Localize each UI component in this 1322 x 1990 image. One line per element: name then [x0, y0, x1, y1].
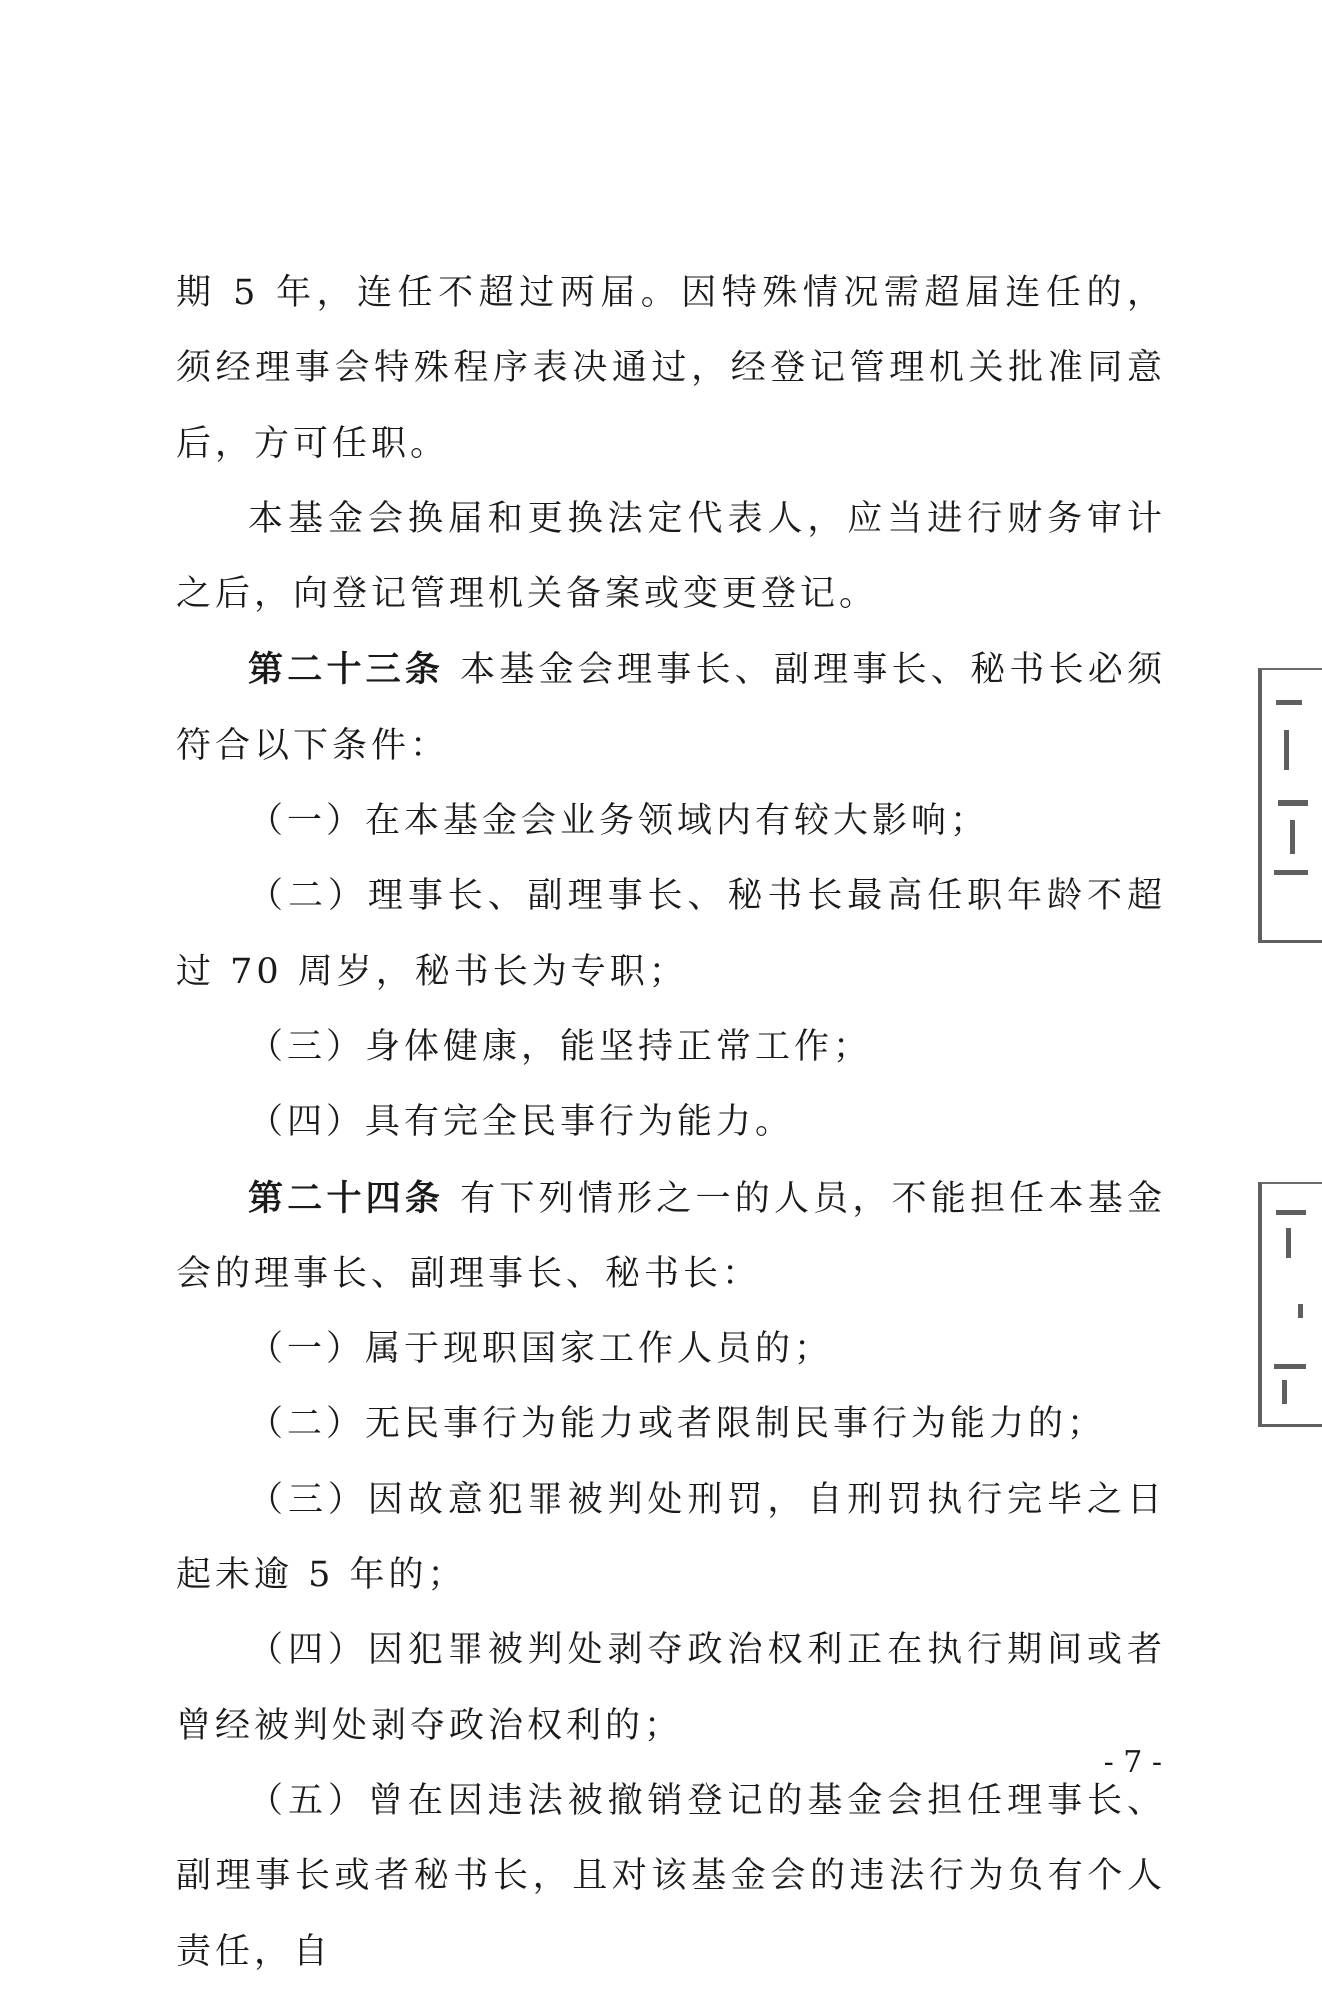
paragraph — [176, 632, 1166, 784]
list-item — [176, 1463, 1166, 1614]
paragraph-text: 期 5 年，连任不超过两届。因特殊情况需超届连任的，须经理事会特殊程序表决通过，经登记管理机关批准同意后，方可任职。 — [176, 273, 1166, 464]
seal-stroke — [1286, 1228, 1291, 1258]
paragraph-text: 有下列情形之一的人员，不能担任本基金会的理事长、副理事长、秘书长： — [176, 1178, 1166, 1294]
paragraph-text: （二）无民事行为能力或者限制民事行为能力的； — [248, 1404, 1107, 1445]
list-item — [176, 1312, 1166, 1387]
list-item — [176, 1613, 1166, 1764]
list-item — [176, 784, 1166, 859]
paragraph-text: （四）因犯罪被判处剥夺政治权利正在执行期间或者曾经被判处剥夺政治权利的； — [176, 1630, 1166, 1746]
seal-stroke — [1278, 800, 1308, 806]
paragraph-text: （三）身体健康，能坚持正常工作； — [248, 1026, 873, 1067]
document-body — [176, 256, 1166, 1990]
paragraph-text: （三）因故意犯罪被判处刑罚，自刑罚执行完毕之日起未逾 5 年的； — [176, 1479, 1166, 1596]
seal-stroke — [1284, 730, 1289, 770]
paragraph-text: （二）理事长、副理事长、秘书长最高任职年龄不超过 70 周岁，秘书长为专职； — [176, 876, 1166, 992]
seal-stroke — [1276, 700, 1302, 705]
seal-stamp-fragment — [1258, 1182, 1322, 1427]
seal-stroke — [1276, 1210, 1306, 1215]
paragraph — [176, 256, 1166, 482]
page-number: - 7 - — [1103, 1745, 1162, 1780]
paragraph-text: （一）在本基金会业务领域内有较大影响； — [248, 801, 990, 842]
seal-stroke — [1290, 820, 1295, 854]
list-item — [176, 859, 1166, 1010]
article-number: 第二十四条 — [248, 1177, 445, 1219]
paragraph-text: 本基金会理事长、副理事长、秘书长必须符合以下条件： — [176, 650, 1166, 766]
list-item — [176, 1010, 1166, 1085]
paragraph-text: （一）属于现职国家工作人员的； — [248, 1329, 834, 1370]
paragraph-text: （五）曾在因违法被撤销登记的基金会担任理事长、副理事长或者秘书长，且对该基金会的违法行为负有个人责任，自 — [176, 1780, 1166, 1972]
paragraph — [176, 1161, 1166, 1313]
seal-stroke — [1274, 1364, 1306, 1369]
list-item — [176, 1764, 1166, 1990]
paragraph-text: （四）具有完全民事行为能力。 — [248, 1102, 795, 1143]
seal-stamp-fragment — [1258, 668, 1322, 943]
paragraph-text: 本基金会换届和更换法定代表人，应当进行财务审计之后，向登记管理机关备案或变更登记。 — [176, 498, 1166, 615]
seal-stroke — [1282, 1380, 1287, 1404]
list-item — [176, 1085, 1166, 1160]
list-item — [176, 1387, 1166, 1462]
seal-stroke — [1298, 1304, 1303, 1318]
paragraph — [176, 482, 1166, 633]
seal-stroke — [1274, 870, 1308, 875]
article-number: 第二十三条 — [248, 649, 445, 691]
